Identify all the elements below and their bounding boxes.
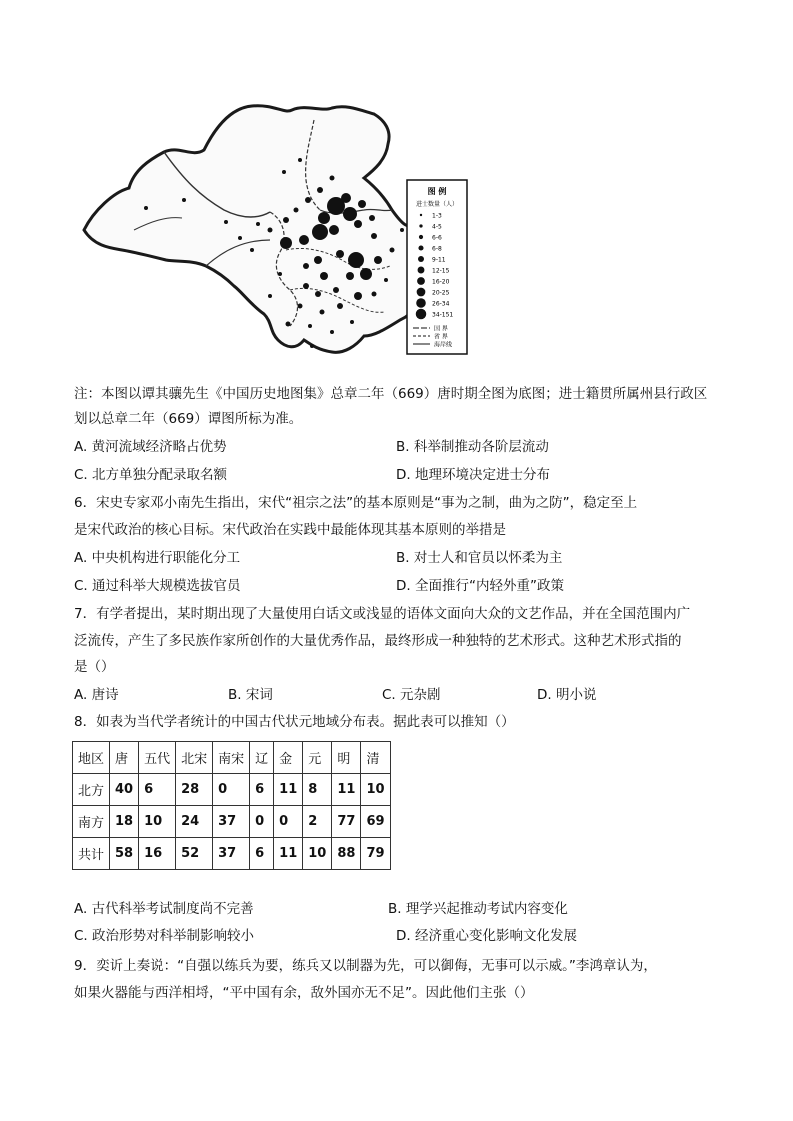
table-cell: 37 [213,806,250,838]
q5-option-d[interactable]: D. 地理环境决定进士分布 [396,467,550,483]
jinshi-dot [360,268,372,280]
q8-option-d[interactable]: D. 经济重心变化影响文化发展 [396,928,577,944]
legend-line-label: 国 界 [434,325,448,333]
q8-stem: 8．如表为当代学者统计的中国古代状元地域分布表。据此表可以推知（） [74,714,515,730]
jinshi-dot [372,292,377,297]
legend-line-label: 省 界 [434,333,448,341]
table-cell: 10 [361,774,390,806]
table-row [73,806,391,838]
jinshi-dot [337,303,343,309]
q6-stem-line-1: 6．宋史专家邓小南先生指出，宋代“祖宗之法”的基本原则是“事为之制，曲为之防”，稳定至上 [74,495,638,511]
jinshi-dot [369,215,375,221]
jinshi-dot [298,304,303,309]
q8-option-a[interactable]: A. 古代科举考试制度尚不完善 [74,901,254,917]
jinshi-dot [358,200,366,208]
legend-label: 1-3 [432,212,442,220]
table-cell: 6 [250,838,274,870]
legend-dot [419,224,422,227]
jinshi-dot [348,252,364,268]
q7-option-d[interactable]: D. 明小说 [537,687,597,703]
table-cell: 0 [250,806,274,838]
table-cell: 37 [213,838,250,870]
jinshi-dot [343,207,357,221]
q6-option-a[interactable]: A. 中央机构进行职能化分工 [74,550,241,566]
jinshi-dot [318,212,330,224]
jinshi-dot [315,291,321,297]
q8-option-c[interactable]: C. 政治形势对科举制影响较小 [74,928,255,944]
jinshi-dot [268,228,273,233]
jinshi-dot [303,283,309,289]
table-cell: 0 [274,806,303,838]
q9-stem-line-2: 如果火器能与西洋相埒，“平中国有余，敌外国亦无不足”。因此他们主张（） [74,985,534,1001]
q7-stem-line-2: 泛流传，产生了多民族作家所创作的大量优秀作品，最终形成一种独特的艺术形式。这种艺术形式指的 [74,633,682,649]
jinshi-dot [256,222,260,226]
legend-dot [416,309,427,320]
table-cell: 28 [176,774,213,806]
jinshi-dot [333,287,339,293]
jinshi-dot [305,197,311,203]
jinshi-dot [317,187,323,193]
jinshi-dot [330,330,334,334]
jinshi-dot [298,158,302,162]
q5-option-b[interactable]: B. 科举制推动各阶层流动 [396,439,549,455]
zhuangyuan-distribution-table [72,741,391,870]
q7-stem-line-3: 是（） [74,659,115,675]
legend-line-label: 海岸线 [434,341,453,349]
table-header-cell: 金 [274,742,303,774]
table-header-cell: 地区 [73,742,110,774]
legend-label: 6-6 [432,234,442,242]
table-cell: 南方 [73,806,110,838]
jinshi-dot [294,208,299,213]
table-cell: 69 [361,806,390,838]
map-note-line-2: 划以总章二年（669）谭图所标为准。 [74,411,303,427]
jinshi-dot [390,248,395,253]
legend-label: 9-11 [432,256,446,264]
q6-option-c[interactable]: C. 通过科举大规模选拔官员 [74,578,241,594]
jinshi-dot [400,228,404,232]
table-cell: 52 [176,838,213,870]
jinshi-dot [308,324,312,328]
legend-dot [417,277,425,285]
legend-dot [417,288,426,297]
jinshi-dot [336,250,344,258]
table-row [73,774,391,806]
table-cell: 11 [274,774,303,806]
legend-dot [419,235,423,239]
table-cell: 77 [332,806,361,838]
jinshi-dot [303,263,309,269]
legend-label: 12-15 [432,267,450,275]
table-row [73,838,391,870]
table-cell: 10 [303,838,332,870]
jinshi-dot [286,322,291,327]
legend-dot [416,298,426,308]
q7-option-b[interactable]: B. 宋词 [228,687,273,703]
legend-label: 34-151 [432,311,454,319]
jinshi-dot [268,294,272,298]
jinshi-dot [238,236,242,240]
jinshi-dot [283,217,289,223]
legend-subtitle: 进士数量（人） [415,201,459,208]
table-header-cell: 元 [303,742,332,774]
table-cell: 40 [110,774,139,806]
table-cell: 11 [274,838,303,870]
jinshi-dot [320,310,325,315]
table-cell: 8 [303,774,332,806]
legend-dot [420,214,422,216]
table-cell: 16 [139,838,176,870]
jinshi-dot [182,198,186,202]
q6-option-d[interactable]: D. 全面推行“内轻外重”政策 [396,578,564,594]
jinshi-dot [312,224,328,240]
legend-label: 4-5 [432,223,442,231]
table-cell: 88 [332,838,361,870]
q7-option-c[interactable]: C. 元杂剧 [382,687,441,703]
table-cell: 79 [361,838,390,870]
table-header-cell: 辽 [250,742,274,774]
jinshi-dot [144,206,148,210]
jinshi-dot [346,272,354,280]
jinshi-dot [278,272,282,276]
table-cell: 58 [110,838,139,870]
jinshi-dot [354,292,362,300]
q8-option-b[interactable]: B. 理学兴起推动考试内容变化 [388,901,568,917]
table-cell: 共计 [73,838,110,870]
jinshi-dot [314,256,322,264]
table-header-cell: 五代 [139,742,176,774]
q5-option-c[interactable]: C. 北方单独分配录取名额 [74,467,228,483]
table-header-cell: 唐 [110,742,139,774]
jinshi-dot [310,344,314,348]
legend-label: 26-34 [432,300,450,308]
legend-label: 16-20 [432,278,450,286]
jinshi-dot [299,235,309,245]
legend-title: 图 例 [427,187,447,196]
jinshi-dot [250,248,254,252]
table-cell: 0 [213,774,250,806]
q7-option-a[interactable]: A. 唐诗 [74,687,119,703]
jinshi-dot [330,176,335,181]
jinshi-dot [282,170,286,174]
jinshi-dot [354,220,362,228]
jinshi-dot [329,225,339,235]
table-cell: 24 [176,806,213,838]
table-cell: 6 [139,774,176,806]
table-header-cell: 南宋 [213,742,250,774]
map-legend [407,180,467,354]
table-cell: 10 [139,806,176,838]
legend-dot [418,267,425,274]
legend-dot [418,256,424,262]
table-header-cell: 清 [361,742,390,774]
jinshi-dot [341,193,351,203]
table-header-cell: 北宋 [176,742,213,774]
tang-jinshi-distribution-map [74,100,472,360]
jinshi-dot [384,278,388,282]
jinshi-dot [374,256,382,264]
jinshi-dot [280,237,292,249]
q5-option-a[interactable]: A. 黄河流域经济略占优势 [74,439,227,455]
q7-stem-line-1: 7．有学者提出，某时期出现了大量使用白话文或浅显的语体文面向大众的文艺作品，并在全国范围内广 [74,606,691,622]
table-cell: 北方 [73,774,110,806]
legend-dot [418,245,423,250]
jinshi-dot [224,220,228,224]
q6-stem-line-2: 是宋代政治的核心目标。宋代政治在实践中最能体现其基本原则的举措是 [74,522,506,538]
map-note-line-1: 注：本图以谭其骧先生《中国历史地图集》总章二年（669）唐时期全图为底图；进士籍贯所属州县行政区 [74,386,708,402]
table-header-row [73,742,391,774]
q9-stem-line-1: 9．奕䜣上奏说：“自强以练兵为要，练兵又以制器为先，可以御侮，无事可以示威。”李鸿章认为， [74,958,657,974]
jinshi-dot [350,320,354,324]
q6-option-b[interactable]: B. 对士人和官员以怀柔为主 [396,550,563,566]
legend-label: 6-8 [432,245,442,253]
table-cell: 2 [303,806,332,838]
table-header-cell: 明 [332,742,361,774]
table-cell: 18 [110,806,139,838]
table-cell: 11 [332,774,361,806]
legend-label: 20-25 [432,289,450,297]
jinshi-dot [371,233,377,239]
table-cell: 6 [250,774,274,806]
jinshi-dot [320,272,328,280]
